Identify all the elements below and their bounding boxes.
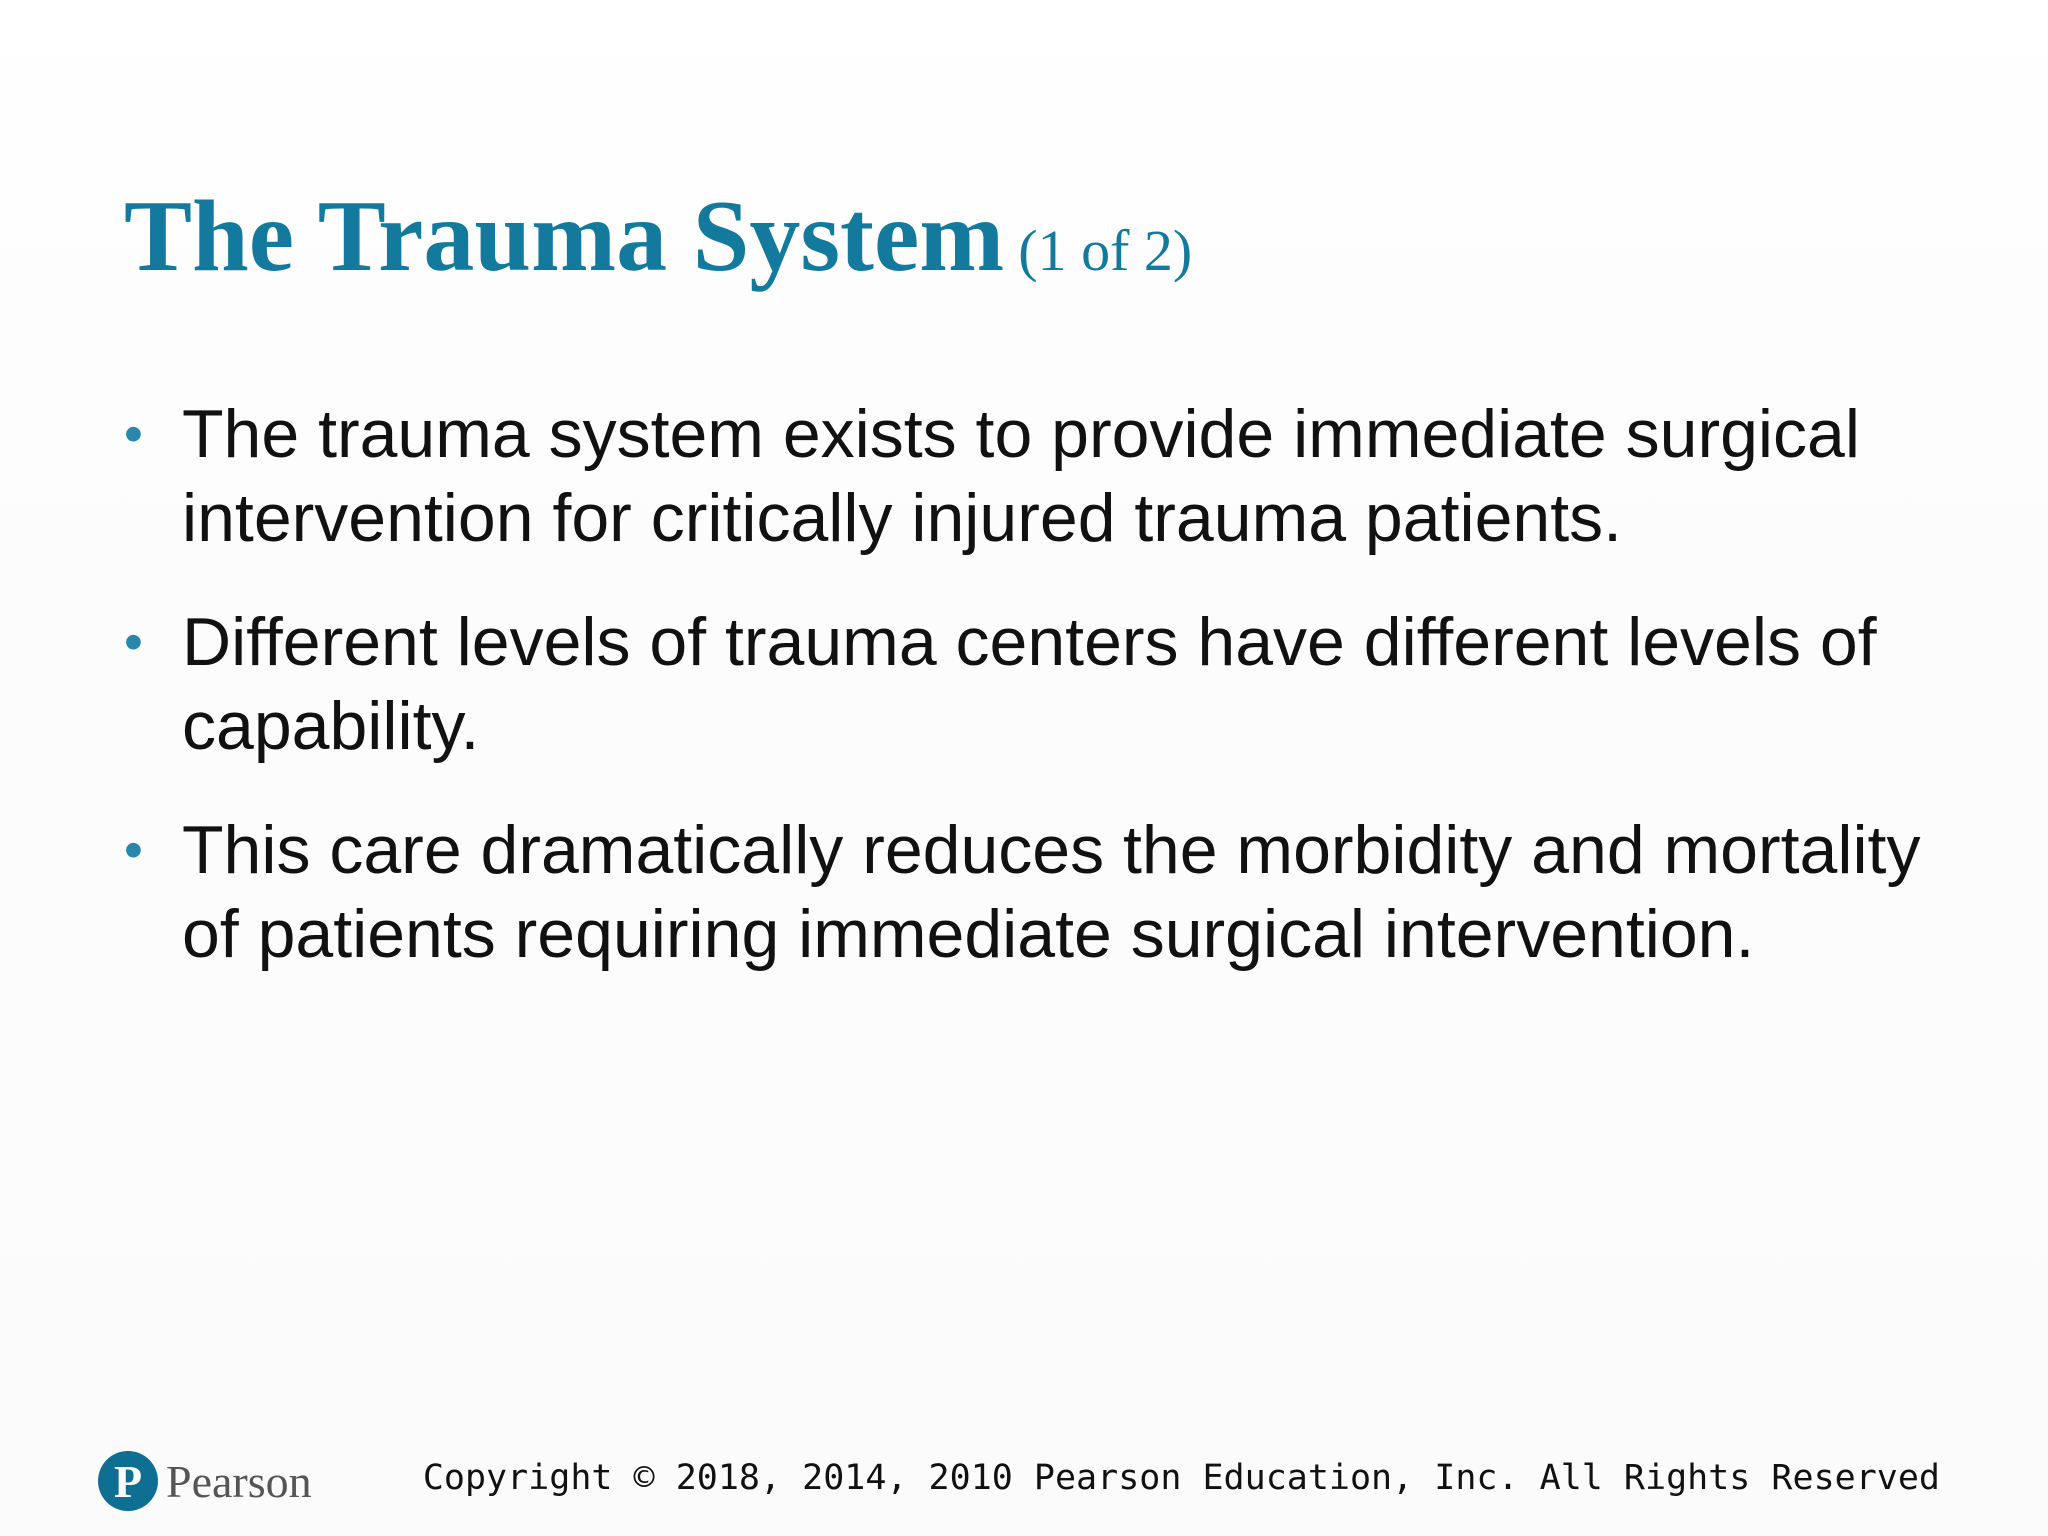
slide-subtitle: (1 of 2) <box>1018 218 1193 283</box>
bullet-text: The trauma system exists to provide immediate surgical intervention for critically injured trauma patients. <box>182 396 1860 556</box>
bullet-icon: • <box>124 612 143 672</box>
pearson-logo-icon: P <box>98 1451 158 1511</box>
slide-title-text: The Trauma System <box>124 180 1005 293</box>
bullet-icon: • <box>124 404 143 464</box>
bullet-icon: • <box>124 820 143 880</box>
bullet-text: This care dramatically reduces the morbidity and mortality of patients requiring immediate surgical intervention. <box>182 812 1921 972</box>
bullet-item <box>124 808 1924 976</box>
pearson-logo-text: Pearson <box>166 1455 312 1507</box>
bullet-item <box>124 600 1924 768</box>
pearson-logo <box>98 1448 312 1514</box>
bullet-text: Different levels of trauma centers have different levels of capability. <box>182 604 1877 764</box>
bullet-item <box>124 392 1924 560</box>
slide-title <box>124 178 1192 295</box>
copyright-notice: Copyright © 2018, 2014, 2010 Pearson Education, Inc. All Rights Reserved <box>422 1458 1940 1498</box>
bullet-list <box>124 392 1924 1016</box>
